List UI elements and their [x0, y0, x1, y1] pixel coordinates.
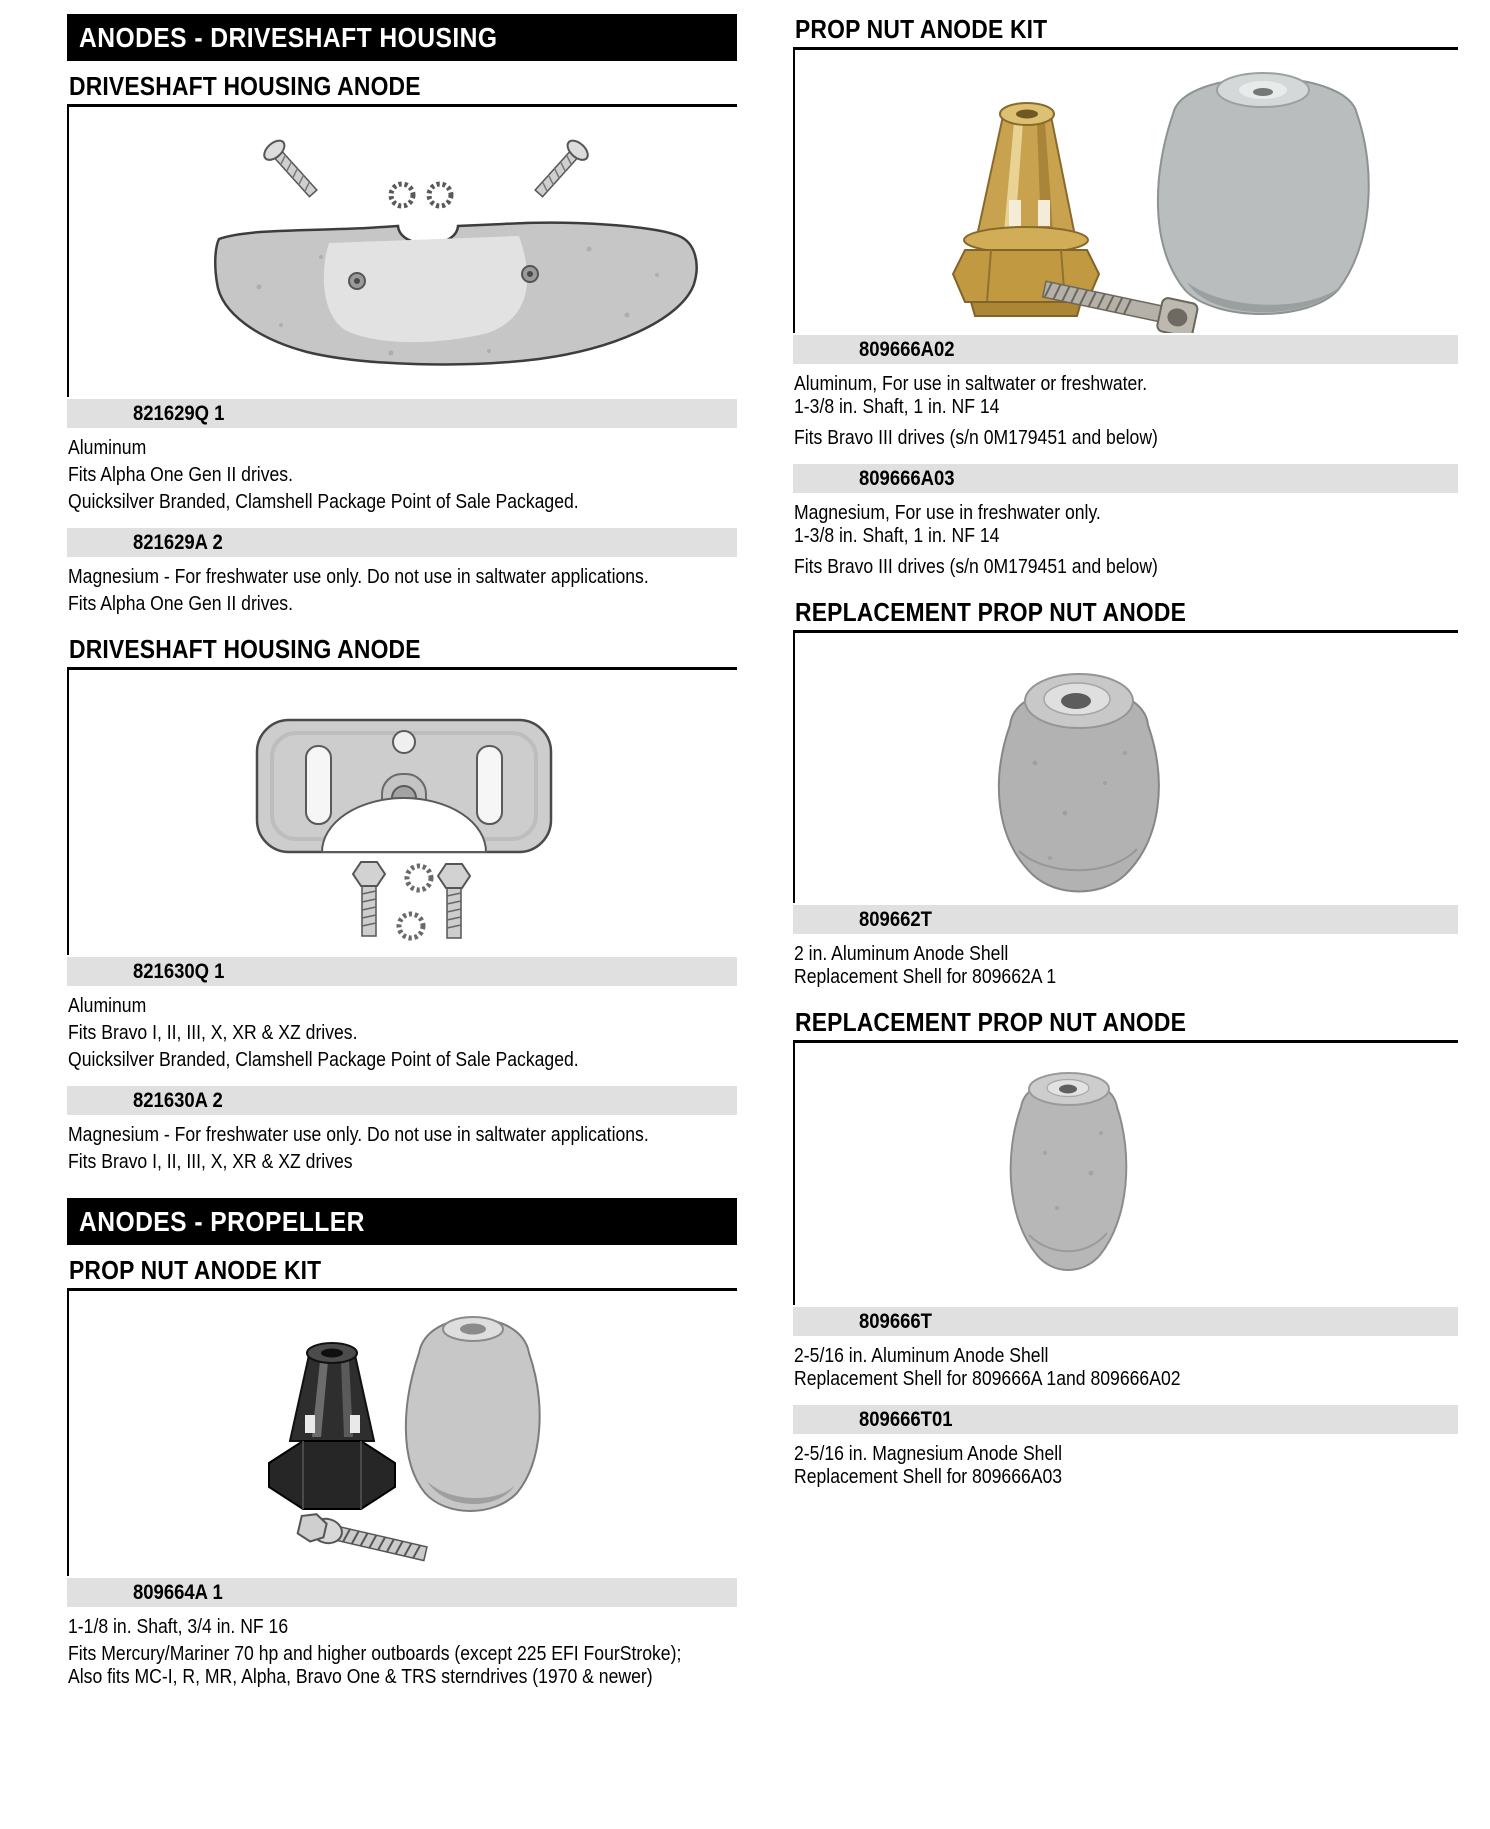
part-number-bar-809664A1	[67, 1578, 737, 1607]
heading-replacement-prop-nut-anode-2: REPLACEMENT PROP NUT ANODE	[793, 1007, 1458, 1043]
part-desc-line: Magnesium - For freshwater use only. Do not use in saltwater applications.	[68, 566, 649, 588]
part-description-809666T01	[793, 1434, 1458, 1491]
part-number-bar-821629Q1	[67, 399, 737, 428]
product-image-panel-809666A	[793, 50, 1458, 333]
part-number: 809662T	[859, 907, 932, 931]
part-number: 809664A 1	[133, 1580, 223, 1604]
part-desc-line: Quicksilver Branded, Clamshell Package Point of Sale Packaged.	[68, 1049, 579, 1071]
section-banner-propeller	[67, 1198, 737, 1245]
product-image-panel-821630	[67, 670, 737, 955]
part-desc-line: Aluminum, For use in saltwater or freshwater.	[794, 373, 1148, 395]
part-desc-line: 1-3/8 in. Shaft, 1 in. NF 14	[794, 525, 1000, 547]
heading-driveshaft-housing-anode-2: DRIVESHAFT HOUSING ANODE	[67, 634, 737, 670]
part-description-809666A02	[793, 364, 1458, 452]
heading-prop-nut-anode-kit-left: PROP NUT ANODE KIT	[67, 1255, 737, 1291]
part-number-bar-821629A2	[67, 528, 737, 557]
part-desc-line: Magnesium, For use in freshwater only.	[794, 502, 1101, 524]
part-number: 809666A02	[859, 337, 955, 361]
part-desc-line: Replacement Shell for 809666A 1and 809666A02	[794, 1368, 1181, 1390]
driveshaft-anode-bracket-photo-icon	[69, 670, 737, 955]
part-desc-line: Quicksilver Branded, Clamshell Package Point of Sale Packaged.	[68, 491, 579, 513]
part-number-bar-809666T01	[793, 1405, 1458, 1434]
part-desc-line: Fits Bravo I, II, III, X, XR & XZ drives.	[68, 1022, 358, 1044]
part-desc-line: Fits Alpha One Gen II drives.	[68, 464, 294, 486]
section-banner-driveshaft-housing	[67, 14, 737, 61]
part-number-bar-821630Q1	[67, 957, 737, 986]
replacement-anode-shell-2in-photo-icon	[795, 633, 1458, 903]
part-number: 809666A03	[859, 466, 955, 490]
prop-nut-kit-black-photo-icon	[69, 1291, 737, 1576]
part-number: 821630A 2	[133, 1088, 223, 1112]
part-description-809664A1	[67, 1607, 737, 1691]
part-description-821630Q1	[67, 986, 737, 1074]
part-number: 821629A 2	[133, 530, 223, 554]
part-desc-line: 2-5/16 in. Magnesium Anode Shell	[794, 1443, 1063, 1465]
part-number-bar-809666A02	[793, 335, 1458, 364]
part-desc-line: Fits Bravo III drives (s/n 0M179451 and below)	[794, 427, 1158, 449]
heading-driveshaft-housing-anode-1: DRIVESHAFT HOUSING ANODE	[67, 71, 737, 107]
heading-prop-nut-anode-kit-right: PROP NUT ANODE KIT	[793, 14, 1458, 50]
part-number-bar-809662T	[793, 905, 1458, 934]
part-number-bar-809666T	[793, 1307, 1458, 1336]
part-number: 809666T01	[859, 1407, 953, 1431]
part-desc-line: Aluminum	[68, 437, 147, 459]
part-desc-line: Replacement Shell for 809662A 1	[794, 966, 1057, 988]
part-description-809666A03	[793, 493, 1458, 581]
part-desc-line: 2-5/16 in. Aluminum Anode Shell	[794, 1345, 1049, 1367]
part-desc-line: 1-1/8 in. Shaft, 3/4 in. NF 16	[68, 1616, 289, 1638]
part-desc-line: Magnesium - For freshwater use only. Do not use in saltwater applications.	[68, 1124, 649, 1146]
part-desc-line: Replacement Shell for 809666A03	[794, 1466, 1063, 1488]
banner-label: ANODES - PROPELLER	[79, 1205, 365, 1237]
banner-label: ANODES - DRIVESHAFT HOUSING	[79, 21, 498, 53]
part-desc-line: Fits Bravo III drives (s/n 0M179451 and below)	[794, 556, 1158, 578]
part-number: 809666T	[859, 1309, 932, 1333]
part-number-bar-821630A2	[67, 1086, 737, 1115]
part-number-bar-809666A03	[793, 464, 1458, 493]
part-description-821629A2	[67, 557, 737, 618]
part-number: 821629Q 1	[133, 401, 225, 425]
part-description-809662T	[793, 934, 1458, 991]
product-image-panel-821629	[67, 107, 737, 397]
product-image-panel-809666T	[793, 1043, 1458, 1305]
part-description-821629Q1	[67, 428, 737, 516]
part-desc-line: 1-3/8 in. Shaft, 1 in. NF 14	[794, 396, 1000, 418]
part-desc-line: Fits Bravo I, II, III, X, XR & XZ drives	[68, 1151, 353, 1173]
part-desc-line: 2 in. Aluminum Anode Shell	[794, 943, 1009, 965]
part-description-821630A2	[67, 1115, 737, 1176]
part-description-809666T	[793, 1336, 1458, 1393]
part-desc-line: Also fits MC-I, R, MR, Alpha, Bravo One & TRS sterndrives (1970 & newer)	[68, 1666, 653, 1688]
left-column	[67, 14, 737, 1691]
right-column	[793, 14, 1458, 1691]
product-image-panel-809662T	[793, 633, 1458, 903]
part-number: 821630Q 1	[133, 959, 225, 983]
part-desc-line: Fits Mercury/Mariner 70 hp and higher outboards (except 225 EFI FourStroke);	[68, 1643, 682, 1665]
heading-replacement-prop-nut-anode-1: REPLACEMENT PROP NUT ANODE	[793, 597, 1458, 633]
driveshaft-anode-plate-photo-icon	[69, 107, 737, 397]
part-desc-line: Fits Alpha One Gen II drives.	[68, 593, 294, 615]
replacement-anode-shell-2-5-16in-photo-icon	[795, 1043, 1458, 1305]
part-desc-line: Aluminum	[68, 995, 147, 1017]
product-image-panel-809664	[67, 1291, 737, 1576]
prop-nut-kit-brass-photo-icon	[795, 50, 1458, 333]
